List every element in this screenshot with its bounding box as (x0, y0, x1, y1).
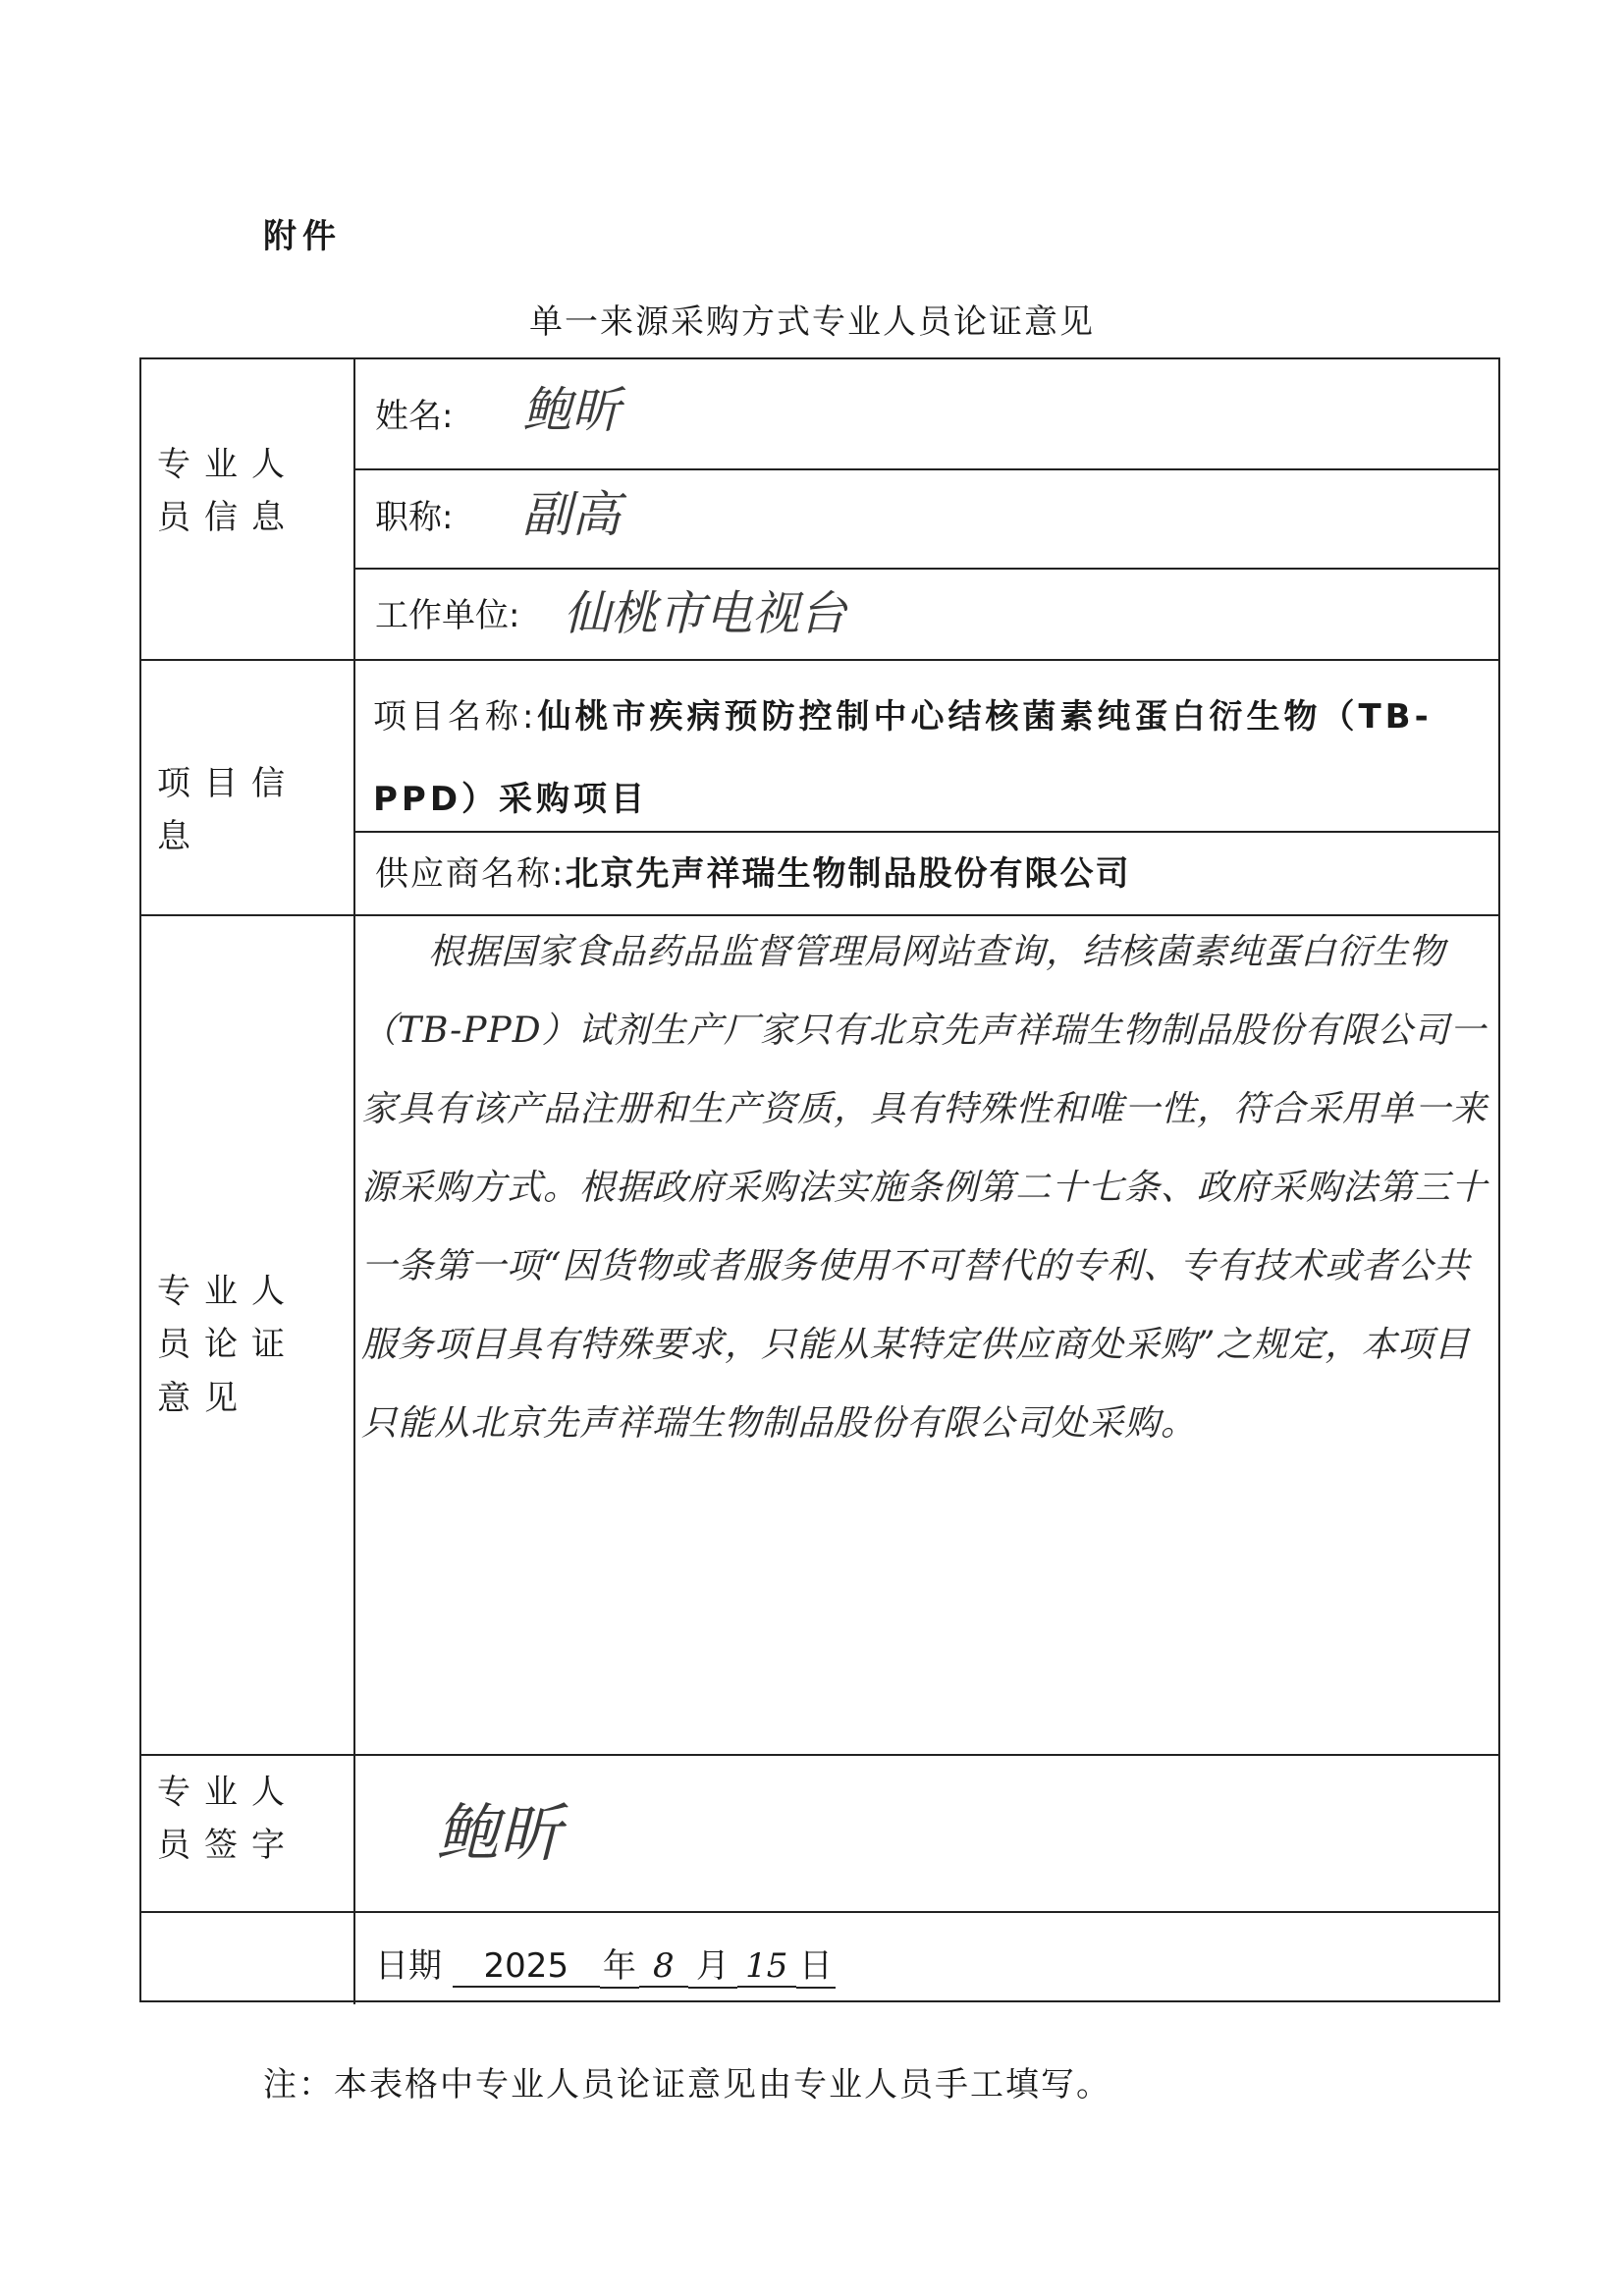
name-field (375, 389, 453, 437)
section-divider (141, 1754, 1500, 1756)
section-divider (141, 659, 1500, 661)
name-label: 姓名: (375, 397, 454, 436)
date-day: 15 (737, 1946, 796, 1988)
project-name-value: 仙桃市疾病预防控制中心结核菌素纯蛋白衍生物（TB-PPD）采购项目 (373, 697, 1433, 819)
title-handwritten: 副高 (522, 486, 621, 543)
unit-handwritten: 仙桃市电视台 (564, 586, 847, 641)
opinion-label: 专业人员论证意见 (157, 1272, 298, 1418)
opinion-handwritten: 根据国家食品药品监督管理局网站查询，结核菌素纯蛋白衍生物（TB-PPD）试剂生产厂家只有北京先声祥瑞生物制品股份有限公司一家具有该产品注册和生产资质，具有特殊性和唯一性，符合采用单一来源采购方式。根据政府采购法实施条例第二十七条、政府采购法第三十一条第一项“因货物或者服务使用不可替代的专利、专有技术或者公共服务项目具有特殊要求，只能从某特定供应商处采购”之规定，本项目只能从北京先声祥瑞生物制品股份有限公司处采购。 (361, 932, 1489, 1444)
title-field (375, 490, 453, 538)
project-name-field (373, 676, 1485, 841)
signature-label: 专业人员签字 (157, 1773, 298, 1866)
date-year: 2025 (453, 1946, 600, 1988)
column-divider (353, 359, 355, 2004)
signature-handwritten: 鲍昕 (436, 1798, 562, 1871)
row-divider (353, 568, 1500, 570)
project-name-label: 项目名称: (373, 697, 538, 737)
date-field (375, 1939, 836, 1989)
date-month-unit: 月 (688, 1939, 737, 1989)
date-month: 8 (639, 1946, 688, 1988)
supplier-value: 北京先声祥瑞生物制品股份有限公司 (565, 854, 1131, 894)
footnote: 注：本表格中专业人员论证意见由专业人员手工填写。 (263, 2065, 1111, 2105)
section-divider (141, 1911, 1500, 1913)
date-label: 日期 (375, 1946, 442, 1986)
row-divider (353, 468, 1500, 470)
date-year-unit: 年 (600, 1939, 639, 1989)
supplier-field (375, 847, 1130, 895)
project-info-label: 项目信息 (157, 764, 298, 857)
unit-label: 工作单位: (375, 596, 520, 635)
supplier-label: 供应商名称: (375, 854, 566, 894)
personnel-info-label: 专业人员信息 (157, 445, 298, 538)
title-label: 职称: (375, 498, 454, 537)
unit-field (375, 588, 519, 636)
document-title: 单一来源采购方式专业人员论证意见 (529, 302, 1095, 342)
annex-label: 附件 (263, 217, 342, 256)
name-handwritten: 鲍昕 (522, 382, 621, 439)
date-day-unit: 日 (796, 1939, 836, 1989)
